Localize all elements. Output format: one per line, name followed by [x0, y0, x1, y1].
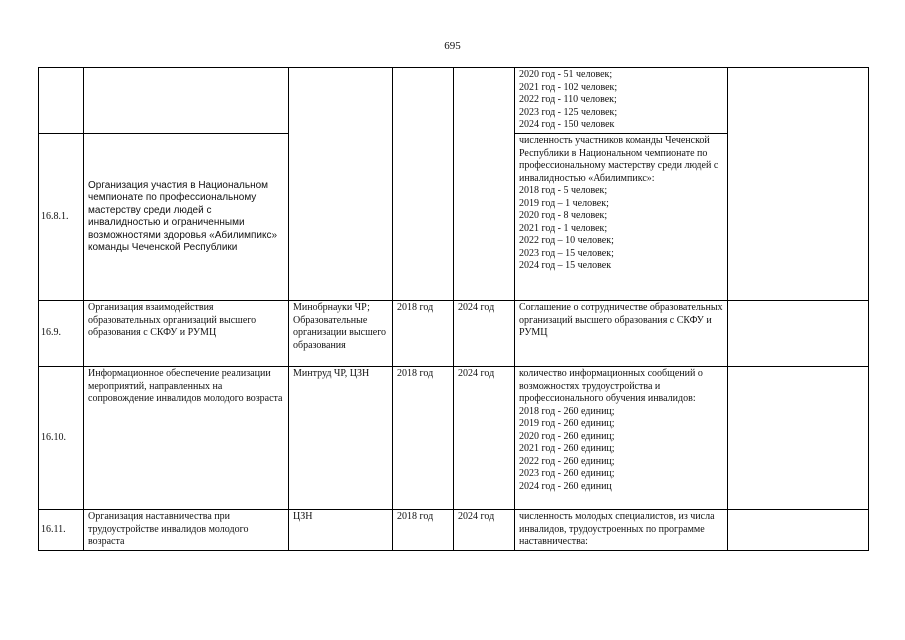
activity-name-cell: Организация наставничества при трудоустройстве инвалидов молодого возраста [84, 510, 289, 551]
executor-cell: Минтруд ЧР, ЦЗН [289, 367, 393, 510]
indicator-line: 2021 год - 260 единиц; [519, 443, 615, 454]
start-year-cell: 2018 год [393, 367, 454, 510]
end-year-cell: 2024 год [454, 367, 515, 510]
indicator-line: 2024 год - 260 единиц [519, 480, 612, 492]
indicator-line: численность молодых специалистов, из числа инвалидов, трудоустроенных по программе наставничества: [519, 511, 715, 547]
indicator-line: 2023 год - 260 единиц; [519, 468, 615, 479]
executor-cell: ЦЗН [289, 510, 393, 551]
activity-number-cell: 16.8.1. [39, 134, 84, 301]
activity-number-cell: 16.10. [39, 367, 84, 510]
target-indicator-cell [515, 134, 728, 301]
indicator-line: 2021 год - 1 человек; [519, 222, 608, 234]
indicator-line: 2020 год - 8 человек; [519, 210, 608, 221]
indicator-line: 2023 год - 125 человек; [519, 106, 618, 118]
indicator-line: 2023 год – 15 человек; [519, 247, 614, 259]
table-row [39, 68, 869, 134]
target-indicator-cell [515, 68, 728, 134]
end-year-cell [454, 68, 515, 301]
end-year-cell: 2024 год [454, 510, 515, 551]
target-indicator-cell [515, 510, 728, 551]
note-cell [728, 301, 869, 367]
target-indicator-cell [515, 301, 728, 367]
indicator-line: Соглашение о сотрудничестве образовательных организаций высшего образования с СКФУ и РУМЦ [519, 302, 723, 338]
indicator-line: 2020 год - 51 человек; [519, 69, 613, 80]
indicator-line: 2024 год - 150 человек [519, 119, 615, 130]
activity-name-cell [84, 68, 289, 134]
start-year-cell [393, 68, 454, 301]
end-year-cell: 2024 год [454, 301, 515, 367]
indicator-line: численность участников команды Чеченской Республики в Национальном чемпионате по профессиональному мастерству среди людей с инвалидностью «Абилимпикс»: [519, 135, 719, 184]
start-year-cell: 2018 год [393, 301, 454, 367]
activity-name-cell: Организация взаимодействия образовательных организаций высшего образования с СКФУ и РУМЦ [84, 301, 289, 367]
indicator-line: 2022 год - 260 единиц; [519, 455, 615, 467]
activity-name-cell: Организация участия в Национальном чемпионате по профессиональному мастерству среди людей с инвалидностью и ограниченными возможностями здоровья «Абилимпикс» команды Чеченской Республики [84, 134, 289, 301]
start-year-cell: 2018 год [393, 510, 454, 551]
activity-number-cell: 16.9. [39, 301, 84, 367]
activity-number-cell: 16.11. [39, 510, 84, 551]
page-number: 695 [444, 40, 461, 52]
activity-number-cell [39, 68, 84, 134]
indicator-line: 2019 год – 1 человек; [519, 197, 609, 209]
indicator-line: количество информационных сообщений о возможностях трудоустройства и профессионального обучения инвалидов: [519, 368, 703, 404]
note-cell [728, 367, 869, 510]
indicator-line: 2022 год – 10 человек; [519, 235, 614, 246]
indicator-line: 2021 год - 102 человек; [519, 81, 618, 93]
indicator-line: 2018 год - 5 человек; [519, 185, 608, 196]
indicator-line: 2020 год - 260 единиц; [519, 430, 615, 442]
table-row [39, 301, 869, 367]
table-row [39, 367, 869, 510]
indicator-line: 2018 год - 260 единиц; [519, 405, 615, 417]
activity-name-cell: Информационное обеспечение реализации мероприятий, направленных на сопровождение инвалидов молодого возраста [84, 367, 289, 510]
executor-cell [289, 68, 393, 301]
note-cell [728, 510, 869, 551]
table-row [39, 510, 869, 551]
note-cell [728, 68, 869, 301]
target-indicator-cell [515, 367, 728, 510]
indicator-line: 2024 год – 15 человек [519, 260, 612, 271]
indicator-line: 2019 год - 260 единиц; [519, 418, 615, 429]
executor-cell: Минобрнауки ЧР; Образовательные организации высшего образования [289, 301, 393, 367]
indicator-line: 2022 год - 110 человек; [519, 94, 617, 105]
program-activities-table [38, 67, 869, 551]
